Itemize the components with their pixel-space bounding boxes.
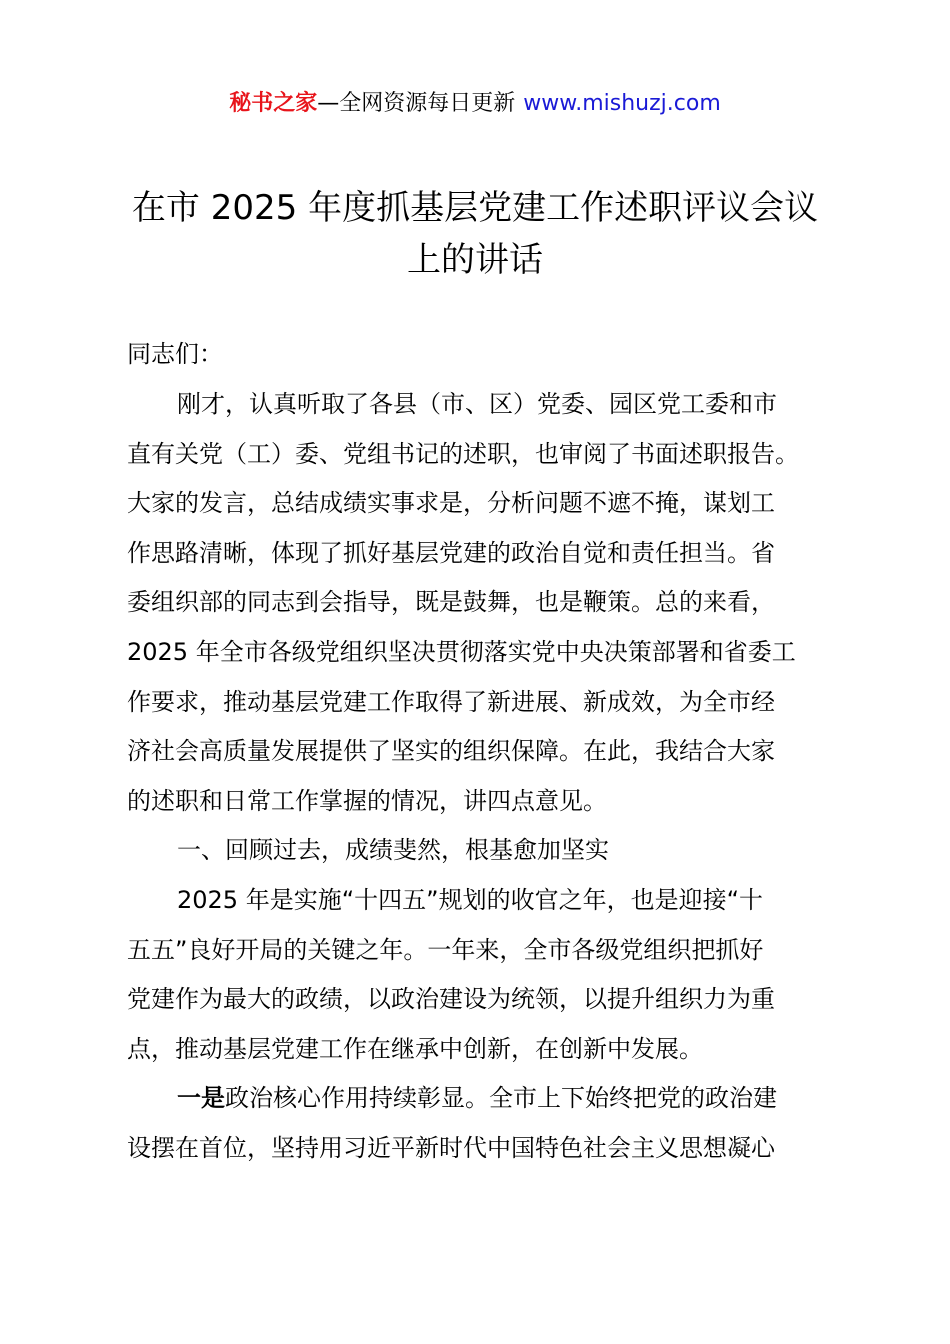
body-line: 2025 年全市各级党组织坚决贯彻落实党中央决策部署和省委工	[127, 637, 796, 666]
section-heading: 一、回顾过去，成绩斐然，根基愈加坚实	[177, 836, 609, 865]
body-line: 的述职和日常工作掌握的情况，讲四点意见。	[127, 786, 607, 815]
document-body	[127, 380, 839, 1174]
point-one-line	[127, 1074, 839, 1124]
site-url-link[interactable]: www.mishuzj.com	[523, 91, 721, 116]
site-banner	[0, 86, 950, 122]
body-line: 直有关党（工）委、党组书记的述职，也审阅了书面述职报告。	[127, 439, 799, 468]
body-line: 点，推动基层党建工作在继承中创新，在创新中发展。	[127, 1034, 703, 1063]
body-line: 委组织部的同志到会指导，既是鼓舞，也是鞭策。总的来看，	[127, 588, 775, 617]
salutation: 同志们：	[127, 340, 223, 368]
point-lead-bold: 一是	[177, 1084, 225, 1113]
body-line: 设摆在首位，坚持用习近平新时代中国特色社会主义思想凝心	[127, 1133, 775, 1162]
body-line: 大家的发言，总结成绩实事求是，分析问题不遮不掩，谋划工	[127, 489, 775, 518]
title-line-1: 在市 2025 年度抓基层党建工作述职评议会议	[131, 188, 819, 228]
body-line: 2025 年是实施“十四五”规划的收官之年，也是迎接“十	[177, 885, 764, 914]
body-line: 五五”良好开局的关键之年。一年来，全市各级党组织把抓好	[127, 935, 764, 964]
banner-slogan: —全网资源每日更新	[317, 91, 516, 116]
point-text: 政治核心作用持续彰显。全市上下始终把党的政治建	[225, 1084, 777, 1113]
document-title	[100, 182, 850, 286]
body-line: 作要求，推动基层党建工作取得了新进展、新成效，为全市经	[127, 687, 775, 716]
body-line: 刚才，认真听取了各县（市、区）党委、园区党工委和市	[177, 390, 777, 418]
title-line-2: 上的讲话	[407, 240, 543, 280]
body-line: 作思路清晰，体现了抓好基层党建的政治自觉和责任担当。省	[127, 538, 775, 567]
brand-name: 秘书之家	[229, 91, 318, 116]
body-line: 济社会高质量发展提供了坚实的组织保障。在此，我结合大家	[127, 737, 775, 766]
body-line: 党建作为最大的政绩，以政治建设为统领，以提升组织力为重	[127, 985, 775, 1014]
